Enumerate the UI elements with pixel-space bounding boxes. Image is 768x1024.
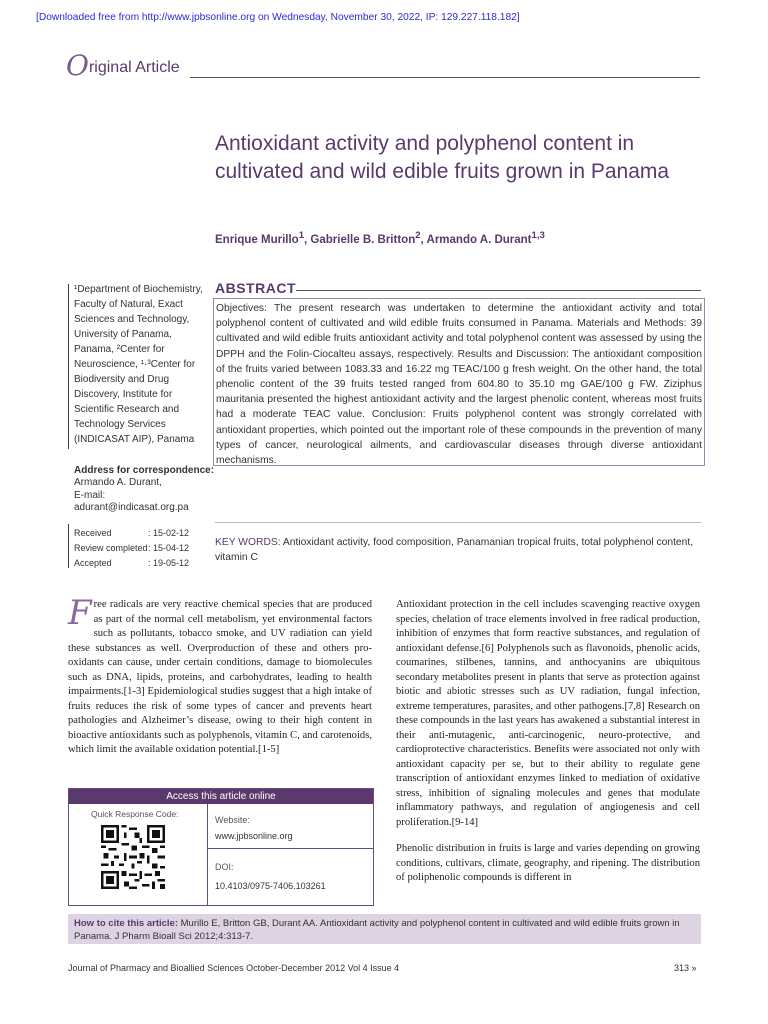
author-affiliation-mark: 2 bbox=[415, 230, 421, 241]
keywords bbox=[215, 536, 701, 565]
intro-paragraph: ree radicals are very reactive chemical species that are produced as part of the normal cell metabolism, yet environmental factors such as pollutants, tobacco smoke, and UV radiation can yield these substances as well. Overproduction of these and others pro-oxidants can cause, under certain conditions, damage to biomolecules such as DNA, lipids, proteins, and carbohydrates, leading to health impairments.[1-3] Epidemiological studies suggest that a high intake of fruits reduces the risk of some types of cancer and prevents heart pathologies and Alzheimer’s disease, owing to their high content in bioactive antioxidants such as polyphenols, vitamin C, and carotenoids, which limit the available oxidation potential.[1-5] bbox=[68, 599, 372, 755]
qr-code-icon[interactable] bbox=[101, 825, 165, 889]
body-column-left bbox=[68, 593, 372, 758]
citation-text bbox=[74, 917, 694, 943]
page-number bbox=[674, 963, 697, 973]
affiliations: ¹Department of Biochemistry, Faculty of Natural, Exact Sciences and Technology, University of Panama, Panama, ²Center for Neuroscience, ¹·³Center for Biodiversity and Drug Discovery, Institute for Scientific Research and Technology Services (INDICASAT AIP), Panama bbox=[74, 284, 203, 445]
author-name: Enrique Murillo bbox=[215, 233, 299, 246]
dates-bar bbox=[68, 524, 69, 568]
author-list: Enrique Murillo$^1$, Gabrielle B. Britton$^2$, Armando A. Durant$^{1,3}$ bbox=[215, 230, 545, 246]
website-link[interactable]: www.jpbsonline.org bbox=[215, 831, 293, 841]
date-value: : 15-02-12 bbox=[148, 528, 190, 538]
citation-label: How to cite this article: bbox=[74, 918, 178, 929]
access-box-separator bbox=[207, 848, 373, 849]
abstract-heading: ABSTRACT bbox=[215, 280, 296, 296]
doi-link[interactable]: 10.4103/0975-7406.103261 bbox=[215, 881, 326, 891]
page-number-value: 313 bbox=[674, 963, 690, 973]
article-title: Antioxidant activity and polyphenol content in cultivated and wild edible fruits grown in Panama bbox=[215, 132, 670, 183]
drop-cap: F bbox=[68, 593, 92, 633]
date-row bbox=[74, 526, 189, 541]
page-bullet-icon: » bbox=[691, 963, 697, 973]
correspondence-heading: Address for correspondence: bbox=[74, 465, 215, 476]
abstract-rule bbox=[296, 290, 701, 291]
access-box-heading: Access this article online bbox=[69, 789, 373, 804]
correspondence-email: E-mail: adurant@indicasat.org.pa bbox=[74, 489, 189, 513]
download-notice: [Downloaded free from http://www.jpbsonline.org on Wednesday, November 30, 2022, IP: 129.227.118.182] bbox=[36, 12, 520, 23]
keywords-label: KEY WORDS: bbox=[215, 537, 281, 548]
body-column-right bbox=[396, 598, 700, 886]
correspondence-name: Armando A. Durant, bbox=[74, 477, 162, 488]
date-value: : 15-04-12 bbox=[148, 543, 190, 553]
date-label: Received bbox=[74, 528, 112, 538]
date-label: Accepted bbox=[74, 558, 112, 568]
qr-label: Quick Response Code: bbox=[91, 809, 179, 819]
body-paragraph: Phenolic distribution in fruits is large and varies depending on growing conditions, cultivars, climate, geography, and ripening. The distribution of poliphenolic compounds is different in bbox=[396, 843, 700, 883]
date-label: Review completed bbox=[74, 543, 148, 553]
abstract-text: Objectives: The present research was undertaken to determine the antioxidant activity and total polyphenol content of cultivated and wild edible fruits consumed in Panama. Materials and Methods: 39 cultivated and wild edible fruits antioxidant activity and total polyphenol content was assessed by using the DPPH and the Folin-Ciocalteu assays, respectively. Results and Discussion: The antioxidant composition of the fruits varied between 1083.33 and 16.22 mg TEAC/100 g fresh weight. On the other hand, the total phenolic content of the 39 fruits tested ranged from 604.80 to 35.10 mg GAE/100 g FW. Ziziphus mauritania presented the highest antioxidant activity and the largest phenolic content, whereas most fruits had a moderate TEAC value. Conclusion: Fruits polyphenol content was strongly correlated with antioxidant properties, which pointed out the important role of these compounds in the prevention of many types of cancer, neurological ailments, and cardiovascular diseases through diverse antioxidant mechanisms. bbox=[216, 303, 702, 467]
section-label bbox=[66, 49, 180, 82]
date-value: : 19-05-12 bbox=[148, 558, 190, 568]
date-row bbox=[74, 556, 189, 571]
date-row bbox=[74, 541, 189, 556]
author-name: Armando A. Durant bbox=[426, 233, 532, 246]
affiliation-bar bbox=[68, 284, 69, 449]
body-paragraph: Antioxidant protection in the cell includes scavenging reactive oxygen species, chelation of trace elements involved in free radical production, inhibition of enzymes that form reactive substances, and regulation of antioxidant defense.[6] Polyphenols such as flavonoids, phenolic acids, coumarines, stilbenes, tannins, and anthocyanins are ubiquitous secondary metabolites present in plants that serve as protection against biotic and abiotic stresses such as UV radiation, fungal infection, extreme temperatures, parasites, and other pathogens.[7,8] Research on these compounds in the last years has awakened a substantial interest in their anti-mutagenic, anti-carcinogenic, neuro-protective, and cardioprotective characteristics. Benefits were associated not only with antioxidant capacity per se, but to their ability to regulate gene transcription of antioxidant enzymes linked to mediation of oxidative stress, inhibition of signaling molecules and genes that modulate inflammatory pathways, and regulation of angiogenesis and cell proliferation.[9-14] bbox=[396, 599, 700, 828]
section-rule bbox=[190, 77, 700, 78]
doi-label: DOI: bbox=[215, 862, 234, 872]
section-initial: O bbox=[66, 49, 89, 82]
section-label-rest: riginal Article bbox=[88, 59, 180, 76]
journal-footer: Journal of Pharmacy and Bioallied Sciences October-December 2012 Vol 4 Issue 4 bbox=[68, 963, 400, 973]
author-affiliation-mark: 1 bbox=[298, 230, 305, 241]
access-box-divider bbox=[207, 804, 208, 905]
article-dates bbox=[74, 526, 189, 571]
correspondence-details bbox=[74, 477, 204, 515]
author-affiliation-mark: 1,3 bbox=[531, 230, 545, 241]
author-name: Gabrielle B. Britton bbox=[310, 233, 416, 246]
citation-box bbox=[68, 914, 701, 944]
access-article-box bbox=[68, 788, 374, 906]
keywords-rule bbox=[215, 522, 701, 523]
citation-body: Murillo E, Britton GB, Durant AA. Antioxidant activity and polyphenol content in cultivated and wild edible fruits grown in Panama. J Pharm Bioall Sci 2012;4:313-7. bbox=[74, 918, 680, 942]
website-label: Website: bbox=[215, 815, 250, 825]
keywords-text: Antioxidant activity, food composition, Panamanian tropical fruits, total polyphenol content, vitamin C bbox=[215, 537, 694, 563]
